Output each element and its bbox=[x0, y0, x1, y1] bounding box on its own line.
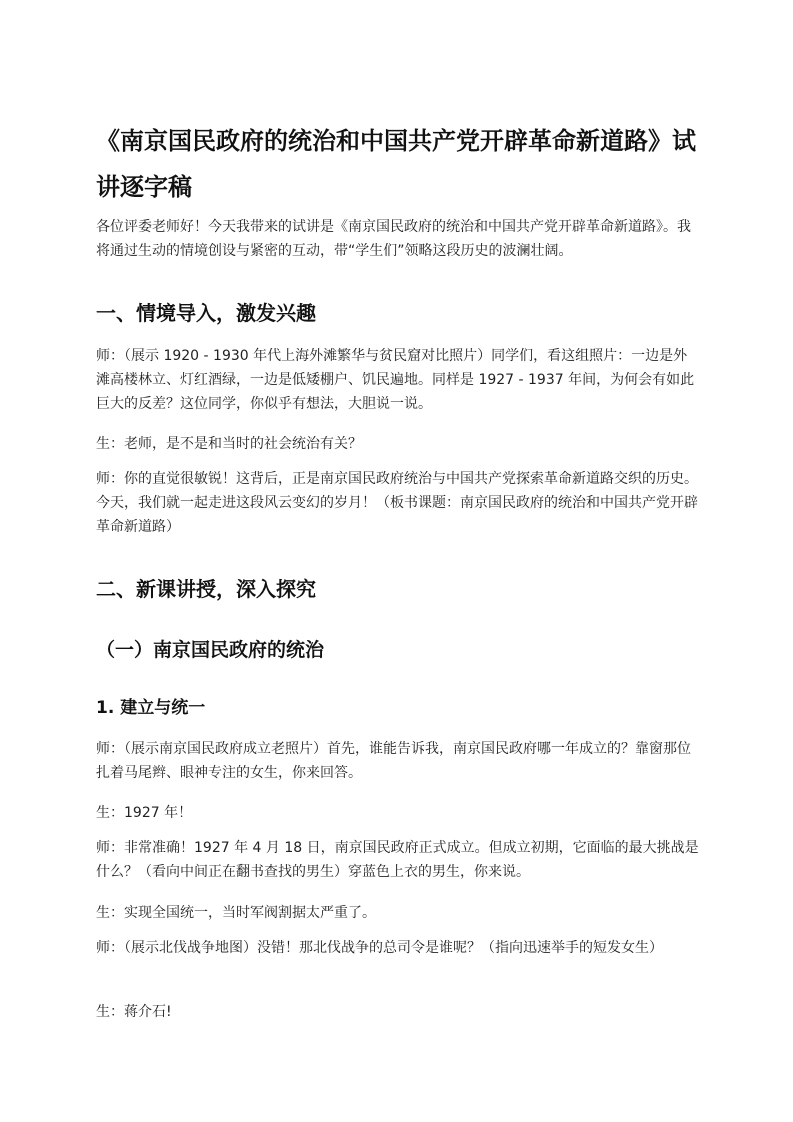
teacher-line: 师：（展示北伐战争地图）没错！那北伐战争的总司令是谁呢？（指向迅速举手的短发女生） bbox=[96, 940, 663, 956]
subsection-heading: （一）南京国民政府的统治 bbox=[96, 639, 325, 661]
intro-paragraph: 各位评委老师好！今天我带来的试讲是《南京国民政府的统治和中国共产党开辟革命新道路》。我将通过生动的情境创设与紧密的互动，带“学生们”领略这段历史的波澜壮阔。 bbox=[96, 219, 691, 259]
student-line: 生：实现全国统一，当时军阀割据太严重了。 bbox=[96, 905, 376, 921]
student-line: 生：老师，是不是和当时的社会统治有关？ bbox=[96, 436, 362, 452]
section-heading-intro: 一、情境导入，激发兴趣 bbox=[96, 301, 316, 325]
document-title: 《南京国民政府的统治和中国共产党开辟革命新道路》试讲逐字稿 bbox=[96, 127, 696, 201]
teacher-line: 师：你的直觉很敏锐！这背后，正是南京国民政府统治与中国共产党探索革命新道路交织的历史。今天，我们就一起走进这段风云变幻的岁月！（板书课题：南京国民政府的统治和中国共产党开辟革命新道路） bbox=[96, 471, 698, 535]
subsubsection-heading: 1. 建立与统一 bbox=[96, 698, 206, 718]
student-line: 生：蒋介石! bbox=[96, 1004, 172, 1020]
section-heading-lecture: 二、新课讲授，深入探究 bbox=[96, 577, 316, 601]
teacher-line: 师：（展示南京国民政府成立老照片）首先，谁能告诉我，南京国民政府哪一年成立的？靠窗那位扎着马尾辫、眼神专注的女生，你来回答。 bbox=[96, 741, 691, 781]
teacher-line: 师：（展示 1920 - 1930 年代上海外滩繁华与贫民窟对比照片）同学们，看这组照片：一边是外滩高楼林立、灯红酒绿，一边是低矮棚户、饥民遍地。同样是 1927 - 1937 年间，为何会有如此巨大的反差？这位同学，你似乎有想法，大胆说一说。 bbox=[96, 348, 695, 412]
teacher-line: 师：非常准确！1927 年 4 月 18 日，南京国民政府正式成立。但成立初期，它面临的最大挑战是什么？（看向中间正在翻书查找的男生）穿蓝色上衣的男生，你来说。 bbox=[96, 840, 699, 880]
student-line: 生：1927 年！ bbox=[96, 805, 193, 821]
